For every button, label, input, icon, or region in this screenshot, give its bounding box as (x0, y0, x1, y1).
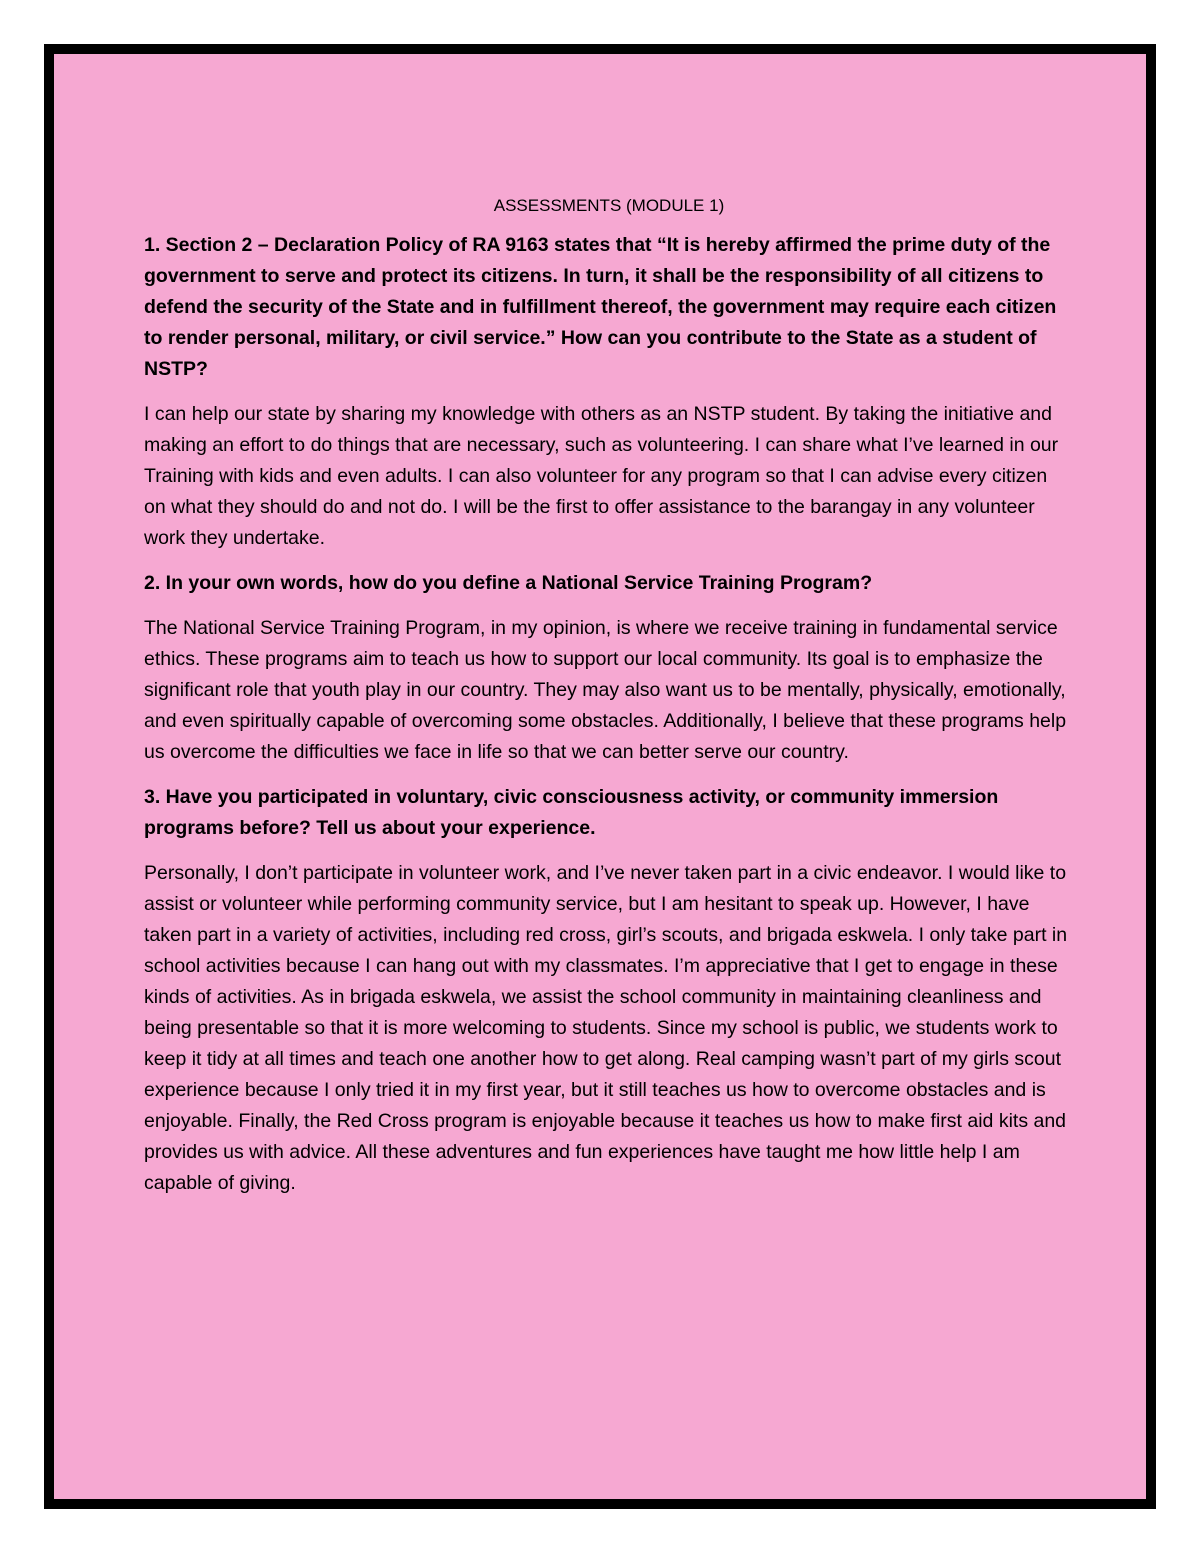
answer-1: I can help our state by sharing my knowledge with others as an NSTP student. By taking the initiative and making an effort to do things that are necessary, such as volunteering. I can share what I’ve learned in our Training with kids and even adults. I can also volunteer for any program so that I can advise every citizen on what they should do and not do. I will be the first to offer assistance to the barangay in any volunteer work they undertake. (144, 403, 1059, 549)
page-frame (44, 44, 1156, 1509)
answer-2: The National Service Training Program, in my opinion, is where we receive training in fundamental service ethics. These programs aim to teach us how to support our local community. Its goal is to emphasize the significant role that youth play in our country. They may also want us to be mentally, physically, emotionally, and even spiritually capable of overcoming some obstacles. Additionally, I believe that these programs help us overcome the difficulties we face in life so that we can better serve our country. (144, 617, 1067, 763)
question-2: 2. In your own words, how do you define a National Service Training Program? (144, 572, 873, 594)
document-body (144, 194, 1074, 1213)
question-3: 3. Have you participated in voluntary, civic consciousness activity, or community immersion programs before? Tell us about your experience. (144, 786, 999, 839)
question-1: 1. Section 2 – Declaration Policy of RA 9163 states that “It is hereby affirmed the prime duty of the government to serve and protect its citizens. In turn, it shall be the responsibility of all citizens to defend the security of the State and in fulfillment thereof, the government may require each citizen to render personal, military, or civil service.” How can you contribute to the State as a student of NSTP? (144, 234, 1057, 380)
answer-3: Personally, I don’t participate in volunteer work, and I’ve never taken part in a civic endeavor. I would like to assist or volunteer while performing community service, but I am hesitant to speak up. However, I have taken part in a variety of activities, including red cross, girl’s scouts, and brigada eskwela. I only take part in school activities because I can hang out with my classmates. I’m appreciative that I get to engage in these kinds of activities. As in brigada eskwela, we assist the school community in maintaining cleanliness and being presentable so that it is more welcoming to students. Since my school is public, we students work to keep it tidy at all times and teach one another how to get along. Real camping wasn’t part of my girls scout experience because I only tried it in my first year, but it still teaches us how to overcome obstacles and is enjoyable. Finally, the Red Cross program is enjoyable because it teaches us how to make first aid kits and provides us with advice. All these adventures and fun experiences have taught me how little help I am capable of giving. (144, 862, 1068, 1194)
document-title: ASSESSMENTS (MODULE 1) (493, 196, 725, 215)
